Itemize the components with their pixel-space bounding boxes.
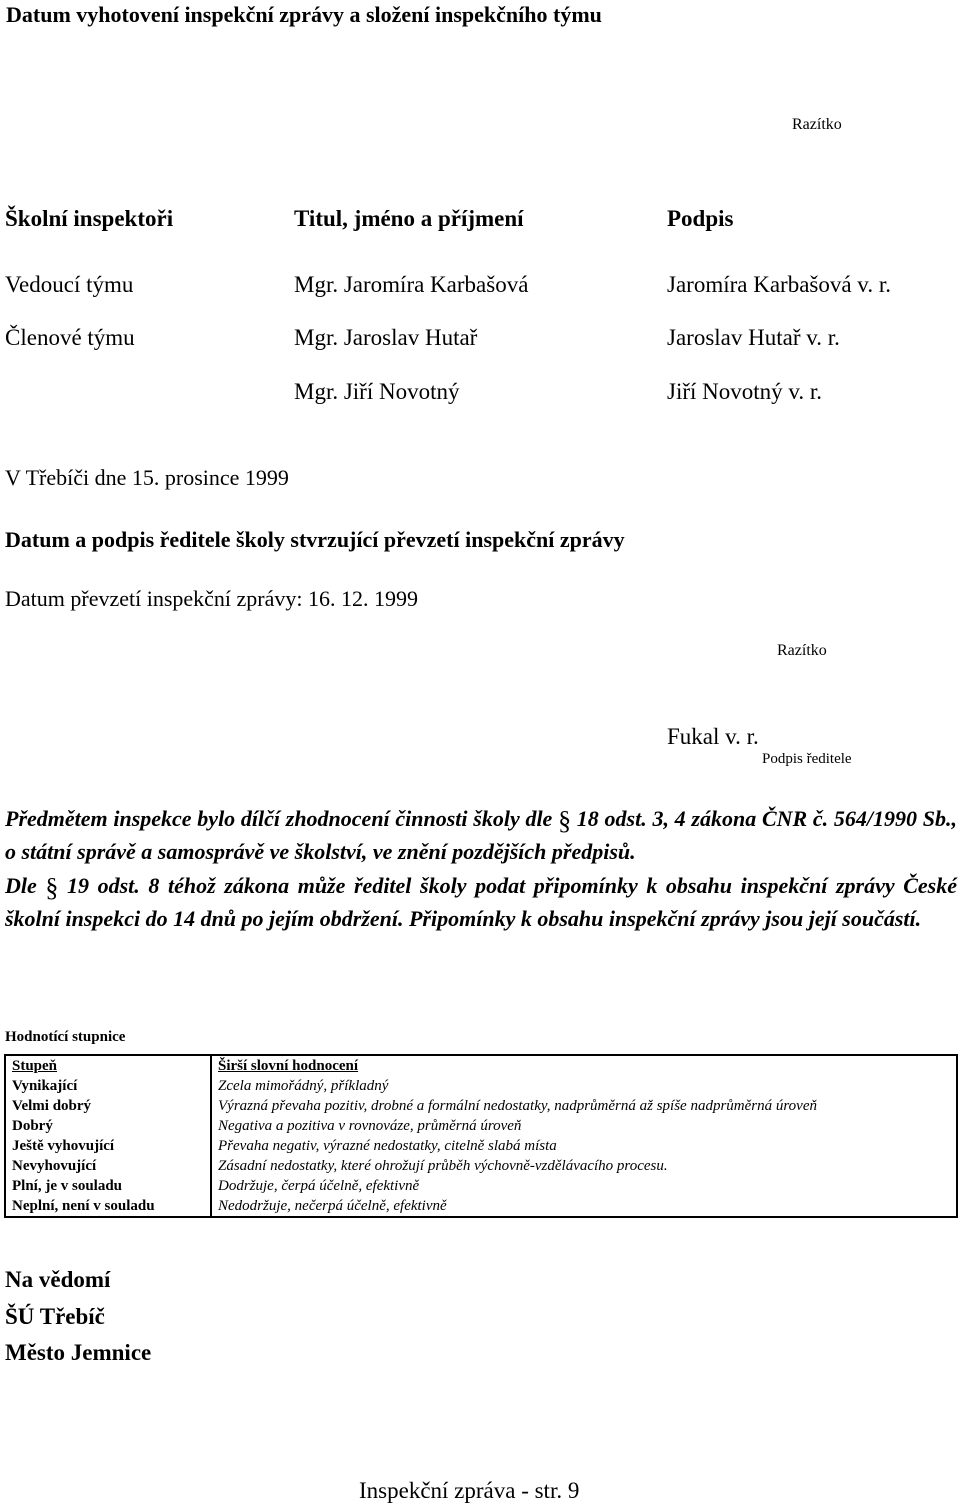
director-signature: Fukal v. r.	[667, 724, 759, 749]
grade-cell: Ještě vyhovující	[5, 1136, 211, 1156]
table-row	[5, 1196, 957, 1217]
director-signature-label: Podpis ředitele	[762, 751, 852, 767]
stamp-label: Razítko	[777, 642, 827, 659]
place-date: V Třebíči dne 15. prosince 1999	[5, 465, 289, 490]
table-row	[5, 1156, 957, 1176]
table-row	[5, 1116, 957, 1136]
grading-scale-table	[4, 1054, 958, 1218]
recipient: ŠÚ Třebíč	[5, 1304, 105, 1329]
team-row-signature: Jaromíra Karbašová v. r.	[667, 272, 891, 297]
table-row	[5, 1076, 957, 1096]
description-cell: Nedodržuje, nečerpá účelně, efektivně	[211, 1196, 957, 1217]
description-cell: Zásadní nedostatky, které ohrožují průběh výchovně-vzdělávacího procesu.	[211, 1156, 957, 1176]
team-row-name: Mgr. Jaroslav Hutař	[294, 325, 478, 350]
takeover-date: Datum převzetí inspekční zprávy: 16. 12. 1999	[5, 586, 419, 611]
table-row	[5, 1096, 957, 1116]
description-cell: Zcela mimořádný, příkladný	[211, 1076, 957, 1096]
description-cell: Dodržuje, čerpá účelně, efektivně	[211, 1176, 957, 1196]
legal-note	[5, 803, 957, 934]
grade-cell: Nevyhovující	[5, 1156, 211, 1176]
recipient: Na vědomí	[5, 1267, 111, 1292]
team-row-name: Mgr. Jiří Novotný	[294, 379, 460, 404]
legal-note-paragraph	[5, 870, 957, 934]
page-footer: Inspekční zpráva - str. 9	[359, 1478, 580, 1503]
section-sign: §	[45, 873, 59, 902]
team-row-name: Mgr. Jaromíra Karbašová	[294, 272, 529, 297]
note-text: 18 odst. 3, 4 zákona ČNR č. 564/1990 Sb.	[571, 806, 952, 831]
team-row-role: Vedoucí týmu	[5, 272, 134, 297]
legal-note-paragraph	[5, 803, 957, 867]
table-row	[5, 1176, 957, 1196]
recipient: Město Jemnice	[5, 1340, 152, 1365]
team-header-role: Školní inspektoři	[5, 206, 174, 231]
table-row	[5, 1136, 957, 1156]
page-title: Datum vyhotovení inspekční zprávy a složení inspekčního týmu	[6, 2, 602, 27]
scale-title: Hodnotící stupnice	[5, 1029, 126, 1045]
note-text: 19 odst. 8 téhož zákona může ředitel školy podat připomínky k obsahu inspekční zprávy České školní inspekci do 14 dnů po jejím obdržení. Připomínky k obsahu inspekční zprávy jsou její součástí.	[5, 873, 958, 931]
description-cell: Výrazná převaha pozitiv, drobné a formální nedostatky, nadprůměrná až spíše nadprůměrná úroveň	[211, 1096, 957, 1116]
header-grade-label: Stupeň	[12, 1058, 58, 1074]
team-header-signature: Podpis	[667, 206, 734, 231]
grade-cell: Dobrý	[5, 1116, 211, 1136]
section-sign: §	[558, 806, 572, 835]
table-header-row	[5, 1055, 957, 1076]
team-row-signature: Jiří Novotný v. r.	[667, 379, 823, 404]
team-row-signature: Jaroslav Hutař v. r.	[667, 325, 840, 350]
grade-cell: Neplní, není v souladu	[5, 1196, 211, 1217]
grade-cell: Plní, je v souladu	[5, 1176, 211, 1196]
header-description-label: Širší slovní hodnocení	[218, 1058, 359, 1074]
description-cell: Negativa a pozitiva v rovnováze, průměrná úroveň	[211, 1116, 957, 1136]
stamp-label: Razítko	[792, 116, 842, 133]
header-description	[211, 1055, 957, 1076]
director-heading: Datum a podpis ředitele školy stvrzující převzetí inspekční zprávy	[5, 527, 625, 552]
team-header-name: Titul, jméno a příjmení	[294, 206, 524, 231]
header-grade	[5, 1055, 211, 1076]
description-cell: Převaha negativ, výrazné nedostatky, citelně slabá místa	[211, 1136, 957, 1156]
note-text: Dle	[5, 873, 46, 898]
grade-cell: Velmi dobrý	[5, 1096, 211, 1116]
note-text: , o státní správě a samosprávě ve školství, ve znění pozdějších předpisů.	[5, 806, 957, 864]
team-row-role: Členové týmu	[5, 325, 135, 350]
grade-cell: Vynikající	[5, 1076, 211, 1096]
note-text: Předmětem inspekce bylo dílčí zhodnocení činnosti školy dle	[5, 806, 559, 831]
